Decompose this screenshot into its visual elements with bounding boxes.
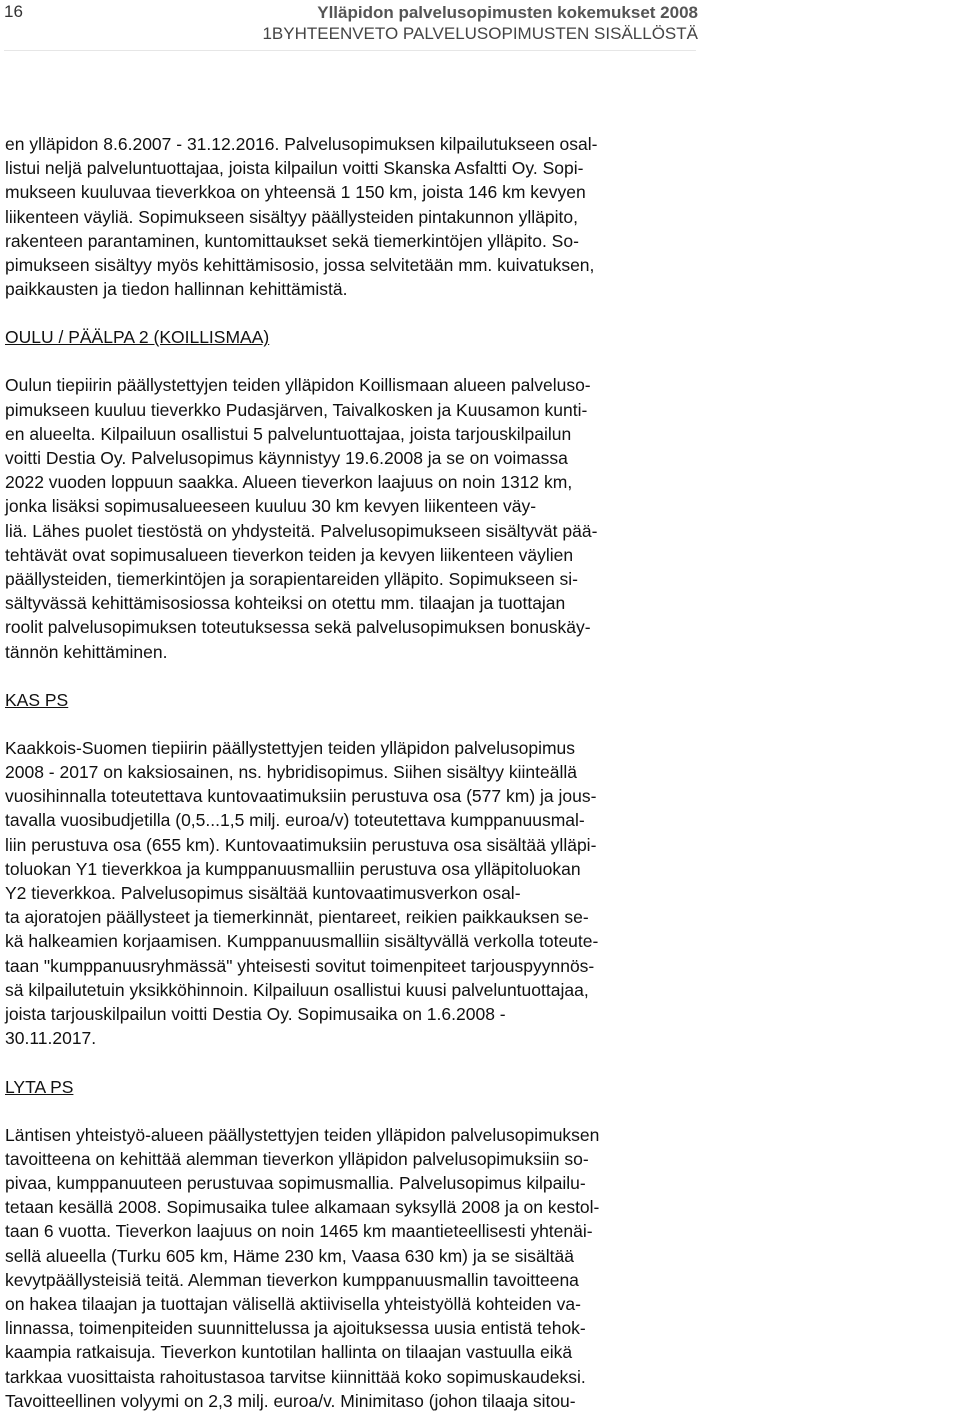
text-line: rakenteen parantaminen, kuntomittaukset sekä tiemerkintöjen ylläpito. So- — [5, 230, 579, 251]
text-line: liä. Lähes puolet tiestöstä on yhdysteitä. Palvelusopimukseen sisältyvät pää- — [5, 520, 598, 541]
text-line: joista tarjouskilpailun voitti Destia Oy. Sopimusaika on 1.6.2008 - — [5, 1004, 506, 1025]
text-line: kä halkeamien korjaamisen. Kumppanuusmalliin sisältyvällä verkolla toteute- — [5, 931, 599, 952]
text-line: tehtävät ovat sopimusalueen tieverkon teiden ja kevyen liikenteen väylien — [5, 544, 574, 565]
text-line: 2008 - 2017 on kaksiosainen, ns. hybridisopimus. Siihen sisältyy kiinteällä — [5, 762, 577, 783]
text-line: ta ajoratojen päällysteet ja tiemerkinnät, pientareet, reikien paikkauksen se- — [5, 907, 589, 928]
running-header — [262, 2, 698, 45]
section-paragraph-oulu — [5, 373, 700, 663]
text-line: Oulun tiepiirin päällystettyjen teiden ylläpidon Koillismaan alueen palveluso- — [5, 375, 591, 396]
text-line: on hakea tilaajan ja tuottajan välisellä aktiivisella yhteistyöllä kohteiden va- — [5, 1293, 581, 1314]
section-paragraph-kas-ps — [5, 736, 700, 1051]
text-line: vuosihinnalla toteutettava kuntovaatimuksiin perustuva osa (577 km) ja jous- — [5, 786, 597, 807]
text-line: pimukseen kuuluu tieverkko Pudasjärven, Taivalkosken ja Kuusamon kunti- — [5, 399, 588, 420]
text-line: taan "kumppanuusryhmässä" yhteisesti sovitut toimenpiteet tarjouspyynnös- — [5, 955, 595, 976]
running-header-subtitle: 1BYHTEENVETO PALVELUSOPIMUSTEN SISÄLLÖSTÄ — [262, 24, 698, 43]
text-line: paikkausten ja tiedon hallinnan kehittämistä. — [5, 279, 348, 300]
text-line: päällysteiden, tiemerkintöjen ja sorapientareiden ylläpito. Sopimukseen si- — [5, 569, 578, 590]
text-line: mukseen kuuluvaa tieverkkoa on yhteensä 1 150 km, joista 146 km kevyen — [5, 182, 586, 203]
section-heading-kas-ps: KAS PS — [5, 689, 69, 710]
text-line: jonka lisäksi sopimusalueeseen kuuluu 30 km kevyen liikenteen väy- — [5, 496, 537, 517]
section-heading-oulu: OULU / PÄÄLPA 2 (KOILLISMAA) — [5, 327, 270, 348]
text-line: kevytpäällysteisiä teitä. Alemman tieverkon kumppanuusmallin tavoitteena — [5, 1269, 579, 1290]
text-line: linnassa, toimenpiteiden suunnittelussa ja ajoituksessa uusia entistä tehok- — [5, 1318, 586, 1339]
text-line: Kaakkois-Suomen tiepiirin päällystettyjen teiden ylläpidon palvelusopimus — [5, 737, 576, 758]
text-line: listui neljä palveluntuottajaa, joista kilpailun voitti Skanska Asfaltti Oy. Sopi- — [5, 158, 584, 179]
text-line: liin perustuva osa (655 km). Kuntovaatimuksiin perustuva osa sisältää ylläpi- — [5, 834, 597, 855]
header-divider — [4, 50, 696, 51]
page-number: 16 — [4, 2, 23, 21]
text-line: voitti Destia Oy. Palvelusopimus käynnistyy 19.6.2008 ja se on voimassa — [5, 448, 568, 469]
text-line: sellä alueella (Turku 605 km, Häme 230 km, Vaasa 630 km) ja se sisältää — [5, 1245, 575, 1266]
text-line: tetaan kesällä 2008. Sopimusaika tulee alkamaan syksyllä 2008 ja on kestol- — [5, 1197, 600, 1218]
text-line: pimukseen sisältyy myös kehittämisosio, jossa selvitetään mm. kuivatuksen, — [5, 255, 595, 276]
running-header-title: Ylläpidon palvelusopimusten kokemukset 2008 — [317, 3, 698, 22]
text-line: tännön kehittäminen. — [5, 641, 168, 662]
text-line: tavalla vuosibudjetilla (0,5...1,5 milj. euroa/v) toteutettava kumppanuusmal- — [5, 810, 585, 831]
text-line: sä kilpailutetuin yksikköhinnoin. Kilpailuun osallistui kuusi palveluntuottajaa, — [5, 979, 589, 1000]
document-body — [5, 132, 700, 1413]
text-line: Tavoitteellinen volyymi on 2,3 milj. euroa/v. Minimitaso (johon tilaaja sitou- — [5, 1390, 576, 1411]
text-line: liikenteen väyliä. Sopimukseen sisältyy päällysteiden pintakunnon ylläpito, — [5, 206, 578, 227]
text-line: en ylläpidon 8.6.2007 - 31.12.2016. Palvelusopimuksen kilpailutukseen osal- — [5, 134, 598, 154]
text-line: taan 6 vuotta. Tieverkon laajuus on noin 1465 km maantieteellisesti yhtenäi- — [5, 1221, 593, 1242]
section-paragraph-lyta-ps — [5, 1123, 700, 1413]
text-line: kaampia ratkaisuja. Tieverkon kuntotilan hallinta on tilaajan vastuulla eikä — [5, 1342, 573, 1363]
text-line: Läntisen yhteistyö-alueen päällystettyjen teiden ylläpidon palvelusopimuksen — [5, 1124, 600, 1145]
text-line: sältyvässä kehittämisosiossa kohteiksi on otettu mm. tilaajan ja tuottajan — [5, 593, 566, 614]
text-line: 2022 vuoden loppuun saakka. Alueen tieverkon laajuus on noin 1312 km, — [5, 472, 573, 493]
text-line: 30.11.2017. — [5, 1028, 97, 1049]
text-line: tarkkaa vuosittaista rahoitustasoa tarvitse kiinnittää koko sopimuskaudeksi. — [5, 1366, 586, 1387]
section-heading-lyta-ps: LYTA PS — [5, 1076, 74, 1097]
page-header — [0, 0, 960, 52]
text-line: Y2 tieverkkoa. Palvelusopimus sisältää kuntovaatimusverkon osal- — [5, 883, 521, 904]
text-line: roolit palvelusopimuksen toteutuksessa sekä palvelusopimuksen bonuskäy- — [5, 617, 591, 638]
text-line: toluokan Y1 tieverkkoa ja kumppanuusmalliin perustuva osa ylläpitoluokan — [5, 858, 581, 879]
text-line: pivaa, kumppanuuteen perustuvaa sopimusmallia. Palvelusopimus kilpailu- — [5, 1172, 586, 1193]
text-line: en alueelta. Kilpailuun osallistui 5 palveluntuottajaa, joista tarjouskilpailun — [5, 423, 572, 444]
intro-paragraph — [5, 132, 700, 301]
text-line: tavoitteena on kehittää alemman tieverkon ylläpidon palvelusopimuksiin so- — [5, 1148, 589, 1169]
